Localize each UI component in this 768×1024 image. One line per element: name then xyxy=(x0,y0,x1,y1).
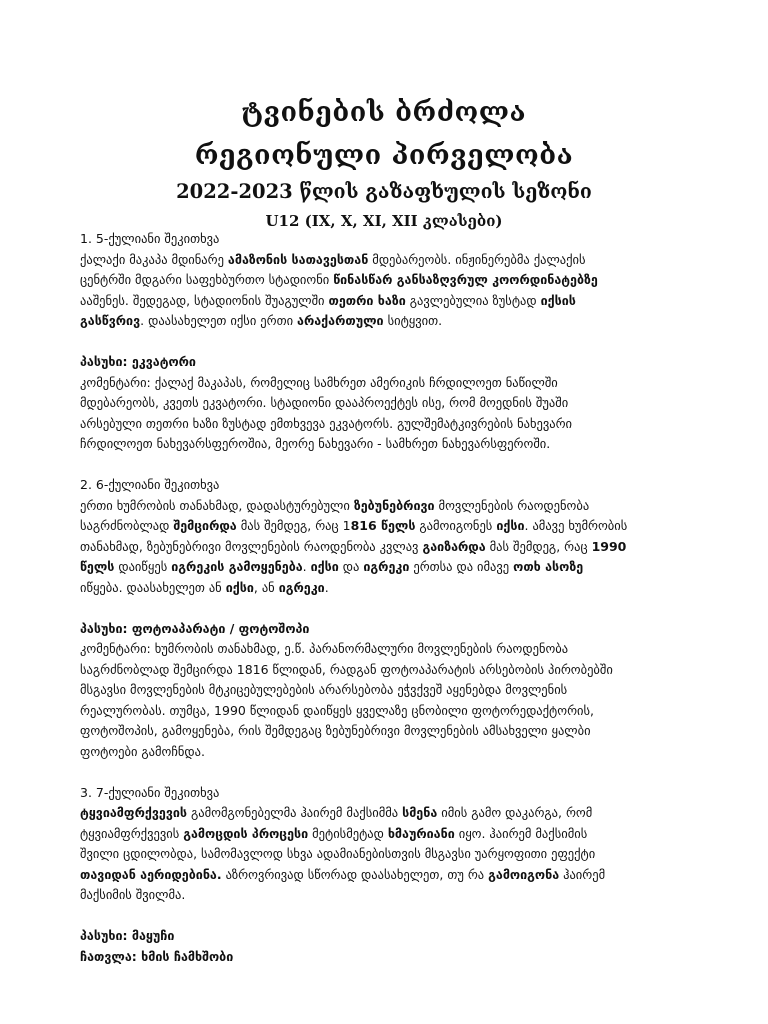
q2-line: თანახმად, ზებუნებრივი მოვლენების რაოდენობა კვლავ გაიზარდა მას შემდეგ, რაც 1990 xyxy=(80,538,627,554)
q3-answer: პასუხი: მაყუჩი xyxy=(80,928,175,943)
q1-line: გასწვრივ. დაასახელეთ იქსი ერთი არაქართული სიტყვით. xyxy=(80,313,443,328)
q1-comment-line: არსებული თეთრი ხაზი ზუსტად ემთხვევა ეკვატორს. გულშემატკივრების ნახევარი xyxy=(80,415,573,431)
q2-line: საგრძნობლად შემცირდა მას შემდეგ, რაც 1816 წელს გამოიგონეს იქსი. ამავე ხუმრობის xyxy=(80,518,628,533)
q2-line: იწყება. დაასახელეთ ან იქსი, ან იგრეკი. xyxy=(80,579,329,595)
q2-comment-line: ფოტოები გამოჩნდა. xyxy=(80,743,205,759)
q1-comment-line: ჩრდილოეთ ნახევარსფეროშია, მეორე ნახევარი - სამხრეთ ნახევარსფეროში. xyxy=(80,436,551,451)
q1-comment-line: კომენტარი: ქალაქ მაკაპას, რომელიც სამხრეთ ამერიკის ჩრდილოეთ ნაწილში xyxy=(80,374,558,390)
level-subtitle: U12 (IX, X, XI, XII კლასები) xyxy=(265,212,503,230)
q3-credit: ჩათვლა: ხმის ჩამხშობი xyxy=(80,948,234,964)
title-line-2: რეგიონული პირველობა xyxy=(194,140,574,171)
q1-comment-line: მდებარეობს, კვეთს ეკვატორი. სტადიონი დააპროექტეს ისე, რომ მოედნის შუაში xyxy=(80,395,569,410)
document-body xyxy=(80,229,690,967)
q1-heading: 1. 5-ქულიანი შეკითხვა xyxy=(80,231,220,246)
q2-comment-line: მსგავსი მოვლენების მტკიცებულებების არარსებობა ეჭვქვეშ აყენებდა მოვლენის xyxy=(80,682,568,697)
document-header xyxy=(0,93,768,233)
q3-line: ტყვიამფრქვევის გამოცდის პროცესი მეტისმეტად ხმაურიანი იყო. ჰაირემ მაქსიმის xyxy=(80,825,588,841)
title-line-1: ტვინების ბრძოლა xyxy=(241,97,527,128)
q3-heading: 3. 7-ქულიანი შეკითხვა xyxy=(80,784,220,800)
q3-line: თავიდან აერიდებინა. აზროვრივად სწორად დაასახელეთ, თუ რა გამოიგონა ჰაირემ xyxy=(80,866,606,882)
q1-line: ქალაქი მაკაპა მდინარე ამაზონის სათავესთან მდებარეობს. ინჟინერებმა ქალაქის xyxy=(80,251,586,267)
q1-answer: პასუხი: ეკვატორი xyxy=(80,354,196,369)
q2-line: ერთი ხუმრობის თანახმად, დადასტურებული ზებუნებრივი მოვლენების რაოდენობა xyxy=(80,497,590,513)
season-subtitle: 2022-2023 წლის გაზაფხულის სეზონი xyxy=(176,180,592,203)
q2-comment-line: ფოტოშოპის, გამოყენება, რის შემდეგაც ზებუნებრივი მოვლენების ამსახველი ყალბი xyxy=(80,723,591,738)
q2-heading: 2. 6-ქულიანი შეკითხვა xyxy=(80,477,220,492)
q1-line: ააშენეს. შედეგად, სტადიონის შუაგულში თეთრი ხაზი გავლებულია ზუსტად იქსის xyxy=(80,292,576,308)
q3-line: შვილი ცდილობდა, სამომავლოდ სხვა ადამიანებისთვის მსგავსი უარყოფითი ეფექტი xyxy=(80,846,596,861)
q2-answer: პასუხი: ფოტოაპარატი / ფოტოშოპი xyxy=(80,620,310,636)
q3-line: მაქსიმის შვილმა. xyxy=(80,887,186,902)
q2-comment-line: კომენტარი: ხუმრობის თანახმად, ე.წ. პარანორმალური მოვლენების რაოდენობა xyxy=(80,641,569,656)
q2-line: წელს დაიწყეს იგრეკის გამოყენება. იქსი და იგრეკი ერთსა და იმავე ოთხ ასოზე xyxy=(80,559,584,574)
q1-line: ცენტრში მდგარი საფეხბურთო სტადიონი წინასწარ განსაზღვრულ კოორდინატებზე xyxy=(80,272,598,287)
q2-comment-line: საგრძნობლად შემცირდა 1816 წლიდან, რადგან ფოტოაპარატის არსებობის პირობებში xyxy=(80,661,613,677)
q2-comment-line: რეალურობას. თუმცა, 1990 წლიდან დაიწყეს ყველაზე ცნობილი ფოტორედაქტორის, xyxy=(80,702,594,718)
q3-line: ტყვიამფრქვევის გამომგონებელმა ჰაირემ მაქსიმმა სმენა იმის გამო დაკარგა, რომ xyxy=(80,805,593,820)
